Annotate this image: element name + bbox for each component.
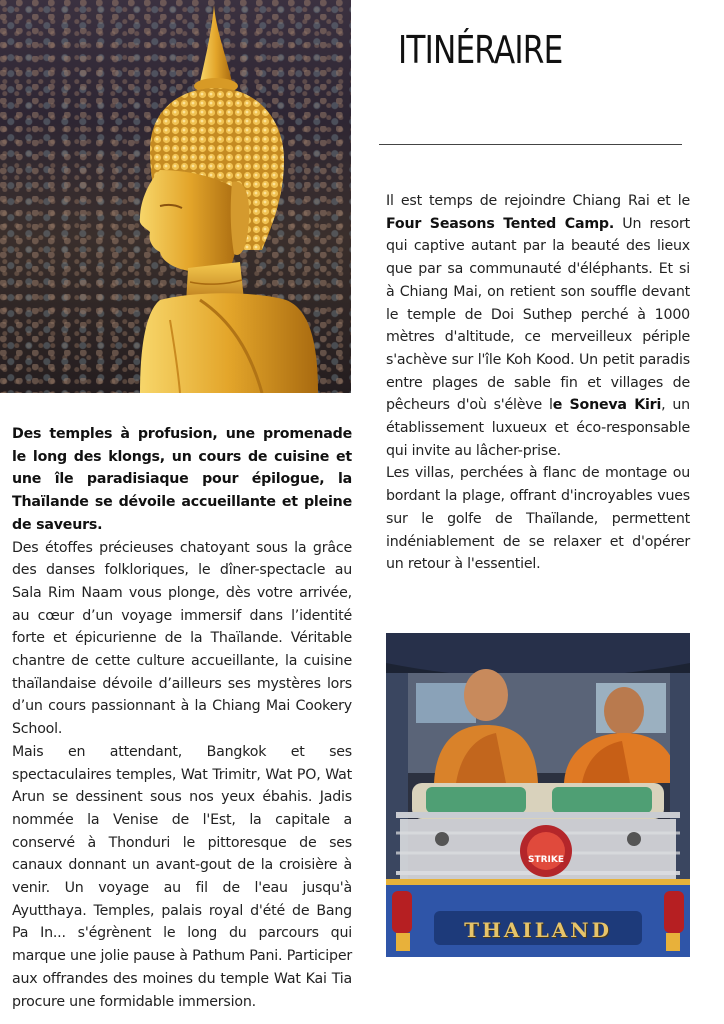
left-paragraph-2: Mais en attendant, Bangkok et ses spectaculaires temples, Wat Trimitr, Wat PO, Wat Arun se dessinent sous nos yeux ébahis. Jadis nommée la Venise de l'Est, la capitale a conservé à Thonduri le pittoresque de ses canaux donnant un avant-gout de la croisière à venir. Un voyage au fil de l'eau jusqu'à Ayutthaya. Temples, palais royal d'été de Bang Pa In... s'égrènent le long du parcours qui marque une jolie pause à Pathum Pani. Participer aux offrandes des moines du temple Wat Kai Tia procure une formidable immersion. — [12, 743, 352, 1010]
page-title: ITINÉRAIRE — [398, 28, 563, 72]
thailand-plate: THAILAND — [464, 918, 612, 942]
soneva-kiri-name: e Soneva Kiri — [552, 397, 662, 414]
title-divider — [379, 144, 682, 145]
left-paragraph-1: Des étoffes précieuses chatoyant sous la grâce des danses folkloriques, le dîner-spectacle au Sala Rim Naam vous plonge, dès votre arrivée, au cœur d’un voyage immersif dans l’identité forte et épicurienne de la Thaïlande. Véritable chantre de cette culture accueillante, la cuisine thaïlandaise dévoile d’ailleurs ses mystères lors d’un cours passionnant à la Chiang Mai Cookery School. — [12, 539, 352, 738]
right-p1-part-c: Un resort qui captive autant par la beauté des lieux que par sa communauté d'éléphants. Et si à Chiang Mai, on retient son souffle devant le temple de Doi Suthep perché à 1000 mètres d'altitude, ce merveilleux périple s'achève sur l'île Koh Kood. Un petit paradis entre plages de sable fin et villages de pêcheurs d'où s'élève l — [386, 215, 690, 414]
lead-paragraph: Des temples à profusion, une promenade le long des klongs, un cours de cuisine et une île paradisiaque pour épilogue, la Thaïlande se dévoile accueillante et pleine de saveurs. — [12, 426, 352, 533]
buddha-statue-illustration — [0, 0, 351, 393]
strike-badge: STRIKE — [527, 855, 565, 865]
left-column-text — [12, 423, 352, 1013]
four-seasons-name: Four Seasons Tented Camp. — [386, 215, 615, 232]
right-paragraph-1 — [386, 190, 690, 462]
right-column-text — [386, 190, 690, 576]
tuktuk-photo — [386, 633, 690, 957]
tuktuk-illustration — [386, 633, 690, 957]
right-paragraph-2: Les villas, perchées à flanc de montage ou bordant la plage, offrant d'incroyables vues sur le golfe de Thaïlande, permettent indéniablement de se relaxer et d'opérer un retour à l'essentiel. — [386, 465, 690, 573]
buddha-photo — [0, 0, 351, 393]
right-p1-part-e: , un établissement luxueux et éco-responsable qui invite au lâcher-prise. — [386, 397, 690, 459]
right-p1-part-a: Il est temps de rejoindre Chiang Rai et le — [386, 193, 690, 209]
